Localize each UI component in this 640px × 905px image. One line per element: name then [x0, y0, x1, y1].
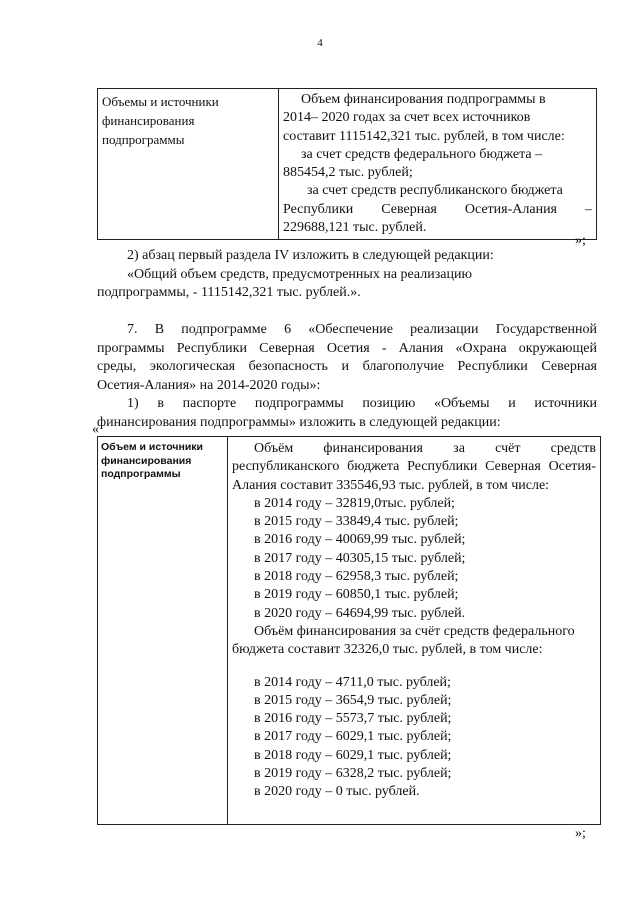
table1-line: 229688,121 тыс. рублей.	[283, 220, 427, 236]
federal-year-line: в 2019 году – 6328,2 тыс. рублей;	[254, 766, 452, 782]
closing-quote-1: »;	[575, 233, 586, 248]
table1-line: Республики Северная Осетия-Алания –	[283, 201, 592, 217]
item-2-line: «Общий объем средств, предусмотренных на реализацию	[127, 266, 472, 282]
republic-year-line: в 2017 году – 40305,15 тыс. рублей;	[254, 550, 466, 566]
item-2-line: подпрограммы, - 1115142,321 тыс. рублей.».	[97, 285, 361, 300]
table1-line: за счет средств республиканского бюджета	[307, 183, 563, 199]
republic-year-line: в 2020 году – 64694,99 тыс. рублей.	[254, 605, 466, 621]
funding-table-2	[97, 436, 601, 825]
table2-intro-line: Объём финансирования за счёт средств	[254, 441, 596, 456]
item-7-paragraph	[97, 321, 597, 432]
closing-quote-2: »;	[575, 826, 586, 841]
table2-label-cell	[98, 437, 228, 825]
item-2-line: 2) абзац первый раздела IV изложить в следующей редакции:	[127, 248, 494, 263]
federal-year-line: в 2017 году – 6029,1 тыс. рублей;	[254, 729, 452, 745]
republic-year-line: в 2016 году – 40069,99 тыс. рублей;	[254, 532, 466, 548]
republic-year-line: в 2014 году – 32819,0тыс. рублей;	[254, 495, 455, 511]
table1-label-line: Объемы и источники	[102, 94, 219, 109]
federal-year-line: в 2020 году – 0 тыс. рублей.	[254, 784, 420, 800]
republic-year-line: в 2015 году – 33849,4 тыс. рублей;	[254, 514, 459, 530]
item-2-paragraph	[97, 247, 597, 303]
federal-intro-line: Объём финансирования за счёт средств федерального	[254, 623, 575, 639]
table1-label-line: финансирования	[102, 113, 195, 128]
item-7-line: программы Республики Северная Осетия - Алания «Охрана окружающей	[97, 340, 597, 356]
table2-intro-line: Алания составит 335546,93 тыс. рублей, в том числе:	[232, 477, 550, 493]
item-7-line: 1) в паспорте подпрограммы позицию «Объемы и источники	[127, 396, 597, 411]
table2-intro-line: республиканского бюджета Республики Северная Осетия-	[232, 459, 596, 475]
table1-content-cell	[279, 89, 597, 240]
republic-year-line: в 2018 году – 62958,3 тыс. рублей;	[254, 569, 459, 585]
spacer	[232, 660, 596, 674]
table2-label-line: Объем и источники	[101, 441, 203, 453]
page-number: 4	[317, 37, 323, 49]
table1-label-cell	[98, 89, 279, 240]
table1-line: 885454,2 тыс. рублей;	[283, 165, 413, 181]
republic-year-line: в 2019 году – 60850,1 тыс. рублей;	[254, 587, 459, 603]
item-7-line: 7. В подпрограмме 6 «Обеспечение реализации Государственной	[127, 322, 597, 337]
federal-year-line: в 2018 году – 6029,1 тыс. рублей;	[254, 747, 452, 763]
table1-line: составит 1115142,321 тыс. рублей, в том числе:	[283, 128, 565, 144]
table2-label-line: подпрограммы	[101, 468, 181, 480]
table1-label-line: подпрограммы	[102, 132, 185, 147]
opening-quote: «	[92, 422, 99, 437]
funding-table-1	[97, 88, 597, 240]
federal-intro-line: бюджета составит 32326,0 тыс. рублей, в том числе:	[232, 642, 543, 658]
table1-line: Объем финансирования подпрограммы в	[301, 92, 546, 107]
federal-year-line: в 2015 году – 3654,9 тыс. рублей;	[254, 692, 452, 708]
table2-label-line: финансирования	[101, 454, 192, 467]
table2-content-cell	[228, 437, 601, 825]
item-7-line: среды, экологическая безопасность и благополучие Республики Северная	[97, 359, 597, 374]
table1-line: 2014– 2020 годах за счет всех источников	[283, 110, 531, 126]
federal-year-line: в 2016 году – 5573,7 тыс. рублей;	[254, 711, 452, 727]
federal-year-line: в 2014 году – 4711,0 тыс. рублей;	[254, 674, 451, 690]
item-7-line: финансирования подпрограммы» изложить в следующей редакции:	[97, 414, 501, 430]
table1-line: за счет средств федерального бюджета –	[301, 146, 543, 162]
item-7-line: Осетия-Алания» на 2014-2020 годы»:	[97, 377, 321, 393]
